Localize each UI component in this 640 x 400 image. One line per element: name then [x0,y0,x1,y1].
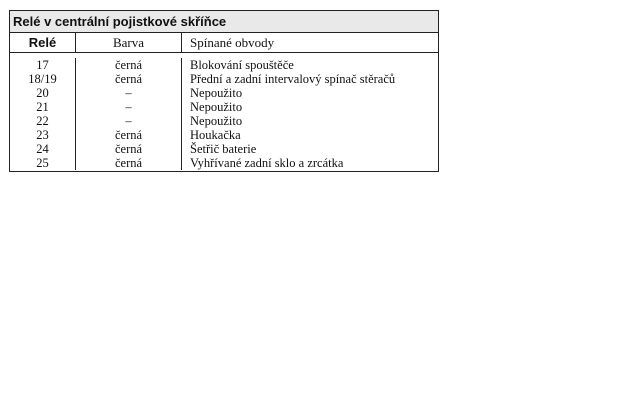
cell-rele: 25 [36,156,49,170]
cell-rele: 24 [36,142,49,156]
cell-barva: – [125,86,132,100]
cell-obvody: Šetřič baterie [190,142,257,156]
cell-barva: – [125,114,132,128]
column-barva [76,58,182,170]
cell-rele: 18/19 [28,72,57,86]
table-body [10,53,438,171]
cell-barva: černá [114,128,143,142]
column-spinane-obvody [182,58,438,170]
cell-barva: černá [114,72,143,86]
cell-rele: 21 [36,100,49,114]
cell-barva: – [125,100,132,114]
cell-rele: 20 [36,86,49,100]
header-rele: Relé [10,33,76,52]
cell-barva: černá [114,156,143,170]
cell-rele: 23 [36,128,49,142]
header-spinane-obvody: Spínané obvody [190,35,275,50]
cell-obvody: Nepoužito [190,86,243,100]
cell-barva: černá [114,142,143,156]
cell-rele: 17 [36,58,49,72]
cell-obvody: Houkačka [190,128,241,142]
relay-table [9,10,439,172]
cell-obvody: Nepoužito [190,100,243,114]
cell-obvody: Přední a zadní intervalový spínač stěračů [190,72,396,86]
cell-obvody: Vyhřívané zadní sklo a zrcátka [190,156,344,170]
column-rele [10,58,76,170]
cell-rele: 22 [36,114,49,128]
header-barva: Barva [76,33,182,52]
table-header-row [10,33,438,53]
table-title: Relé v centrální pojistkové skříňce [10,11,438,33]
cell-obvody: Nepoužito [190,114,243,128]
cell-obvody: Blokování spouštěče [190,58,294,72]
cell-barva: černá [114,58,143,72]
